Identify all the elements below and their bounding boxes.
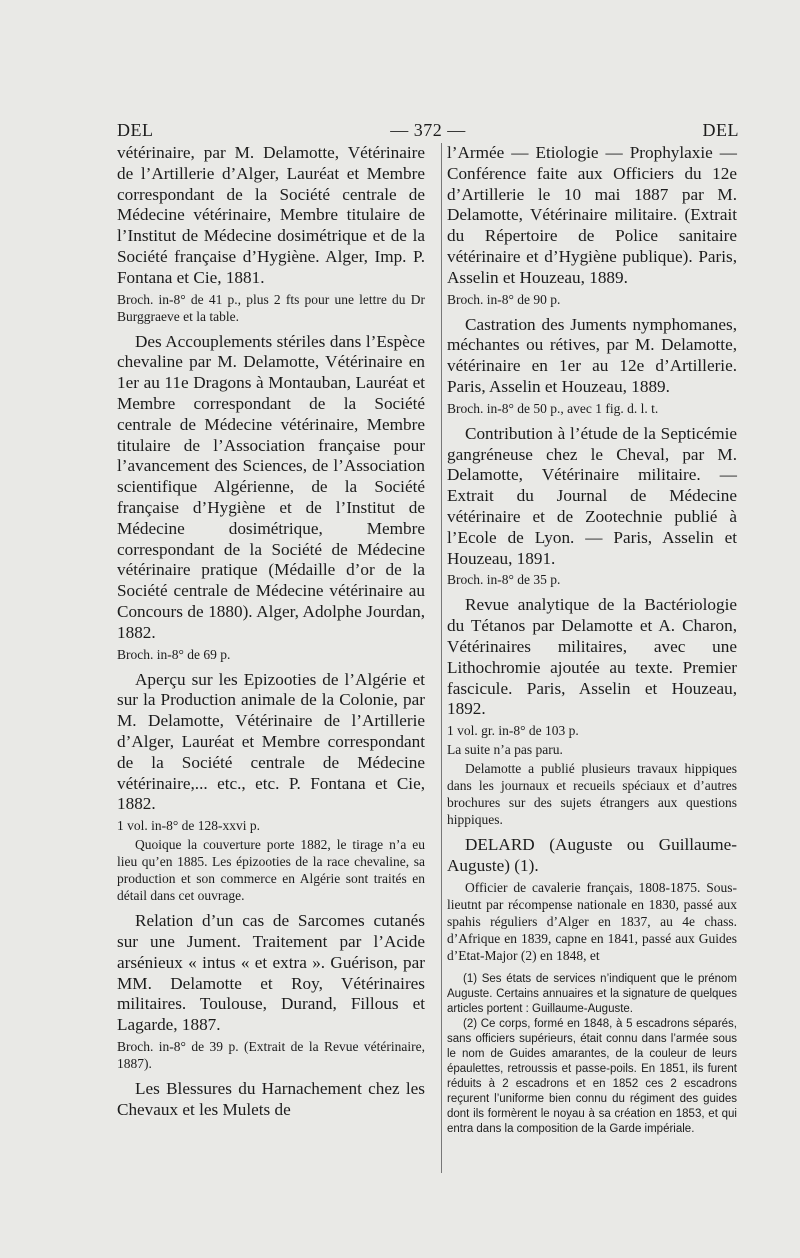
entry-text: Revue analytique de la Bactériologie du Tétanos par Delamotte et A. Charon, Vétérinaires militaires, avec une Lithochromie ajoutée au texte. Premier fascicule. Paris, Asselin et Houzeau, 1892. — [447, 595, 737, 719]
bibliographic-note: Broch. in-8° de 39 p. (Extrait de la Revue vétérinaire, 1887). — [117, 1038, 425, 1071]
footnote: (2) Ce corps, formé en 1848, à 5 escadrons séparés, sans officiers supérieurs, était connu dans l’armée sous le nom de Guides amarantes, de la couleur de leurs épaulettes, retroussis et passe-poils. En 1851, ils furent réduits à 2 escadrons et en 1852 ces 2 escadrons reçurent l’uniforme bien connu du régiment des guides dont ils formèrent le noyau à sa création en 1853, et qui entra dans la composition de la Garde impériale. — [447, 1017, 737, 1135]
entry-text: Aperçu sur les Epizooties de l’Algérie et sur la Production animale de la Colonie, par M. Delamotte, Vétérinaire de l’Artillerie d’Alger, Lauréat et Membre correspondant de la Société centrale de Médecine vétérinaire,... etc., etc. P. Fontana et Cie, 1882. — [117, 669, 425, 814]
bibliographic-note: 1 vol. in-8° de 128-xxvi p. — [117, 818, 261, 834]
bibliographic-note: Broch. in-8° de 35 p. — [447, 572, 561, 588]
bibliographic-note: La suite n’a pas paru. — [447, 742, 563, 758]
bibliographic-note: Officier de cavalerie français, 1808-1875. Sous-lieutnt par récompense nationale en 1830, passé aux spahis réguliers d’Alger en 1837, au 4e chass. d’Afrique en 1839, capne en 1841, passé aux Guides d’Etat-Major (2) en 1848, et — [447, 879, 737, 963]
footnotes — [447, 972, 737, 1137]
right-column — [447, 143, 737, 1137]
page-header — [117, 120, 739, 142]
entry-text: vétérinaire, par M. Delamotte, Vétérinaire de l’Artillerie d’Alger, Lauréat et Membre correspondant de la Société centrale de Médecine vétérinaire, Membre titulaire de l’Institut de Médecine dosimétrique et de la Société française d’Hygiène. Alger, Imp. P. Fontana et Cie, 1881. — [117, 143, 425, 287]
entry-text: Les Blessures du Harnachement chez les Chevaux et les Mulets de — [117, 1078, 425, 1119]
page-number: — 372 — — [390, 120, 466, 140]
entry-text: Des Accouplements stériles dans l’Espèce chevaline par M. Delamotte, Vétérinaire en 1er au 11e Dragons à Montauban, Lauréat et Membre correspondant de la Société centrale de Médecine vétérinaire, Membre titulaire de l’Association française pour l’avancement des Sciences, de l’Association scientifique Algérienne, de la Société française d’Hygiène et de l’Institut de Médecine dosimétrique, Membre correspondant de la Société de Médecine vétérinaire pratique (Médaille d’or de la Société centrale de Médecine vétérinaire au Concours de 1880). Alger, Adolphe Jourdan, 1882. — [117, 331, 425, 642]
footnote: (1) Ses états de services n’indiquent que le prénom Auguste. Certains annuaires et la signature de quelques articles portent : Guillaume-Auguste. — [447, 972, 737, 1015]
entry-text: DELARD (Auguste ou Guillaume-Auguste) (1). — [447, 835, 737, 875]
entry-text: Relation d’un cas de Sarcomes cutanés sur une Jument. Traitement par l’Acide arsénieux « intus « et extra ». Guérison, par MM. Delamotte et Roy, Vétérinaires militaires. Toulouse, Durand, Fillous et Lagarde, 1887. — [117, 911, 425, 1035]
bibliographic-note: Broch. in-8° de 50 p., avec 1 fig. d. l. t. — [447, 400, 659, 416]
entry-text: Contribution à l’étude de la Septicémie gangréneuse chez le Cheval, par M. Delamotte, Vétérinaire militaire. — Extrait du Journal de Médecine vétérinaire et de Zootechnie publié à l’Ecole de Lyon. — Paris, Asselin et Houzeau, 1891. — [447, 423, 737, 568]
bibliographic-note: Broch. in-8° de 41 p., plus 2 fts pour une lettre du Dr Burggraeve et la table. — [117, 291, 425, 324]
entry-text: l’Armée — Etiologie — Prophylaxie — Conférence faite aux Officiers du 12e d’Artillerie le 10 mai 1887 par M. Delamotte, Vétérinaire militaire. (Extrait du Répertoire de Police sanitaire vétérinaire et d’Hygiène publique). Paris, Asselin et Houzeau, 1889. — [447, 143, 737, 287]
header-left: DEL — [117, 120, 154, 140]
bibliographic-note: Broch. in-8° de 69 p. — [117, 646, 231, 662]
header-right: DEL — [702, 120, 739, 140]
bibliographic-note: Delamotte a publié plusieurs travaux hippiques dans les journaux et recueils spéciaux et d’autres brochures sur des sujets étrangers aux questions hippiques. — [447, 761, 737, 828]
left-column — [117, 143, 425, 1120]
bibliographic-note: Broch. in-8° de 90 p. — [447, 291, 561, 307]
column-divider — [441, 143, 442, 1173]
bibliographic-note: Quoique la couverture porte 1882, le tirage n’a eu lieu qu’en 1885. Les épizooties de la race chevaline, sa production et son commerce en Algérie sont traités en détail dans cet ouvrage. — [117, 837, 425, 904]
bibliographic-note: 1 vol. gr. in-8° de 103 p. — [447, 723, 579, 739]
entry-text: Castration des Juments nymphomanes, méchantes ou rétives, par M. Delamotte, vétérinaire en 1er au 12e d’Artillerie. Paris, Asselin et Houzeau, 1889. — [447, 314, 737, 396]
